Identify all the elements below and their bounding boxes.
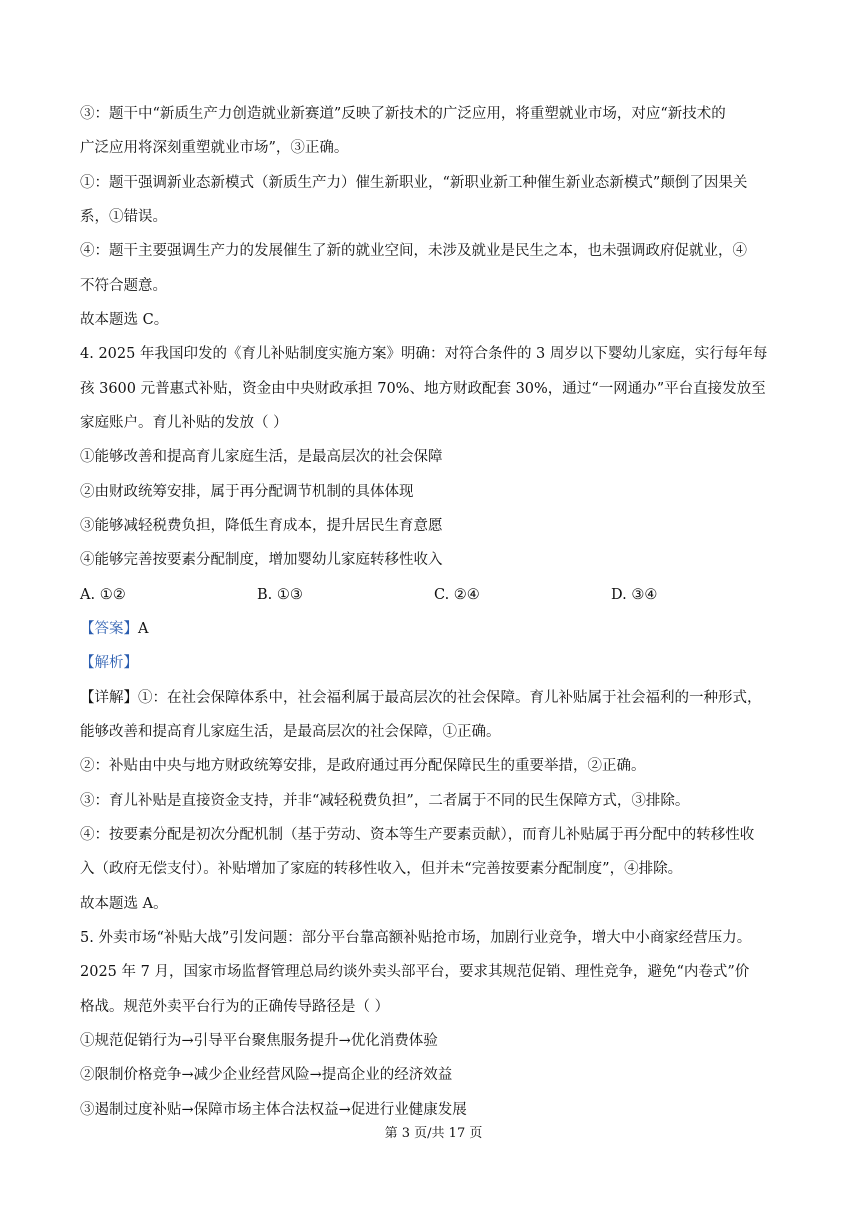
q4-statement-1: ①能够改善和提高育儿家庭生活，是最高层次的社会保障: [80, 449, 443, 465]
q4-analysis-heading: [80, 653, 138, 673]
q4-stem-line: 家庭账户。育儿补贴的发放（ ）: [80, 415, 288, 431]
q4-option-c: C. ②④: [434, 587, 480, 603]
q4-statement-3: ③能够减轻税费负担，降低生育成本，提升居民生育意愿: [80, 518, 443, 534]
q4-stem-line: 4. 2025 年我国印发的《育儿补贴制度实施方案》明确：对符合条件的 3 周岁以下婴幼儿家庭，实行每年每: [80, 346, 768, 362]
q4-statement-2: ②由财政统筹安排，属于再分配调节机制的具体体现: [80, 484, 414, 500]
q4-answer: [80, 619, 148, 639]
q5-statement-2: ②限制价格竞争→减少企业经营风险→提高企业的经济效益: [80, 1067, 453, 1083]
q5-statement-3: ③遏制过度补贴→保障市场主体合法权益→促进行业健康发展: [80, 1102, 467, 1118]
q3-analysis-line: ④：题干主要强调生产力的发展催生了新的就业空间，未涉及就业是民生之本，也未强调政府促就业，④: [80, 243, 747, 259]
q3-conclusion: 故本题选 C。: [80, 312, 169, 328]
q3-analysis-line: 广泛应用将深刻重塑就业市场”，③正确。: [80, 140, 349, 156]
detail-text: ①：在社会保障体系中，社会福利属于最高层次的社会保障。育儿补贴属于社会福利的一种形式，: [138, 690, 762, 706]
q4-detail-line: ④：按要素分配是初次分配机制（基于劳动、资本等生产要素贡献），而育儿补贴属于再分配中的转移性收: [80, 827, 755, 843]
q5-statement-1: ①规范促销行为→引导平台聚焦服务提升→优化消费体验: [80, 1033, 438, 1049]
q4-detail-line: ②：补贴由中央与地方财政统筹安排，是政府通过再分配保障民生的重要举措，②正确。: [80, 758, 646, 774]
q4-detail-line: ③：育儿补贴是直接资金支持，并非“减轻税费负担”，二者属于不同的民生保障方式，③排除。: [80, 793, 690, 809]
q4-option-b: B. ①③: [257, 587, 303, 603]
q4-conclusion: 故本题选 A。: [80, 896, 168, 912]
q3-analysis-line: 不符合题意。: [80, 278, 167, 294]
q4-option-d: D. ③④: [611, 587, 658, 603]
page-footer: 第 3 页/共 17 页: [384, 1126, 483, 1141]
q3-analysis-line: ③：题干中“新质生产力创造就业新赛道”反映了新技术的广泛应用，将重塑就业市场，对应“新技术的: [80, 106, 726, 122]
q4-stem-line: 孩 3600 元普惠式补贴，资金由中央财政承担 70%、地方财政配套 30%，通过“一网通办”平台直接发放至: [80, 381, 766, 397]
answer-tag: 【答案】: [80, 621, 138, 637]
q4-detail-line: 入（政府无偿支付）。补贴增加了家庭的转移性收入，但并未“完善按要素分配制度”，④排除。: [80, 861, 683, 877]
q5-stem-line: 2025 年 7 月，国家市场监督管理总局约谈外卖头部平台，要求其规范促销、理性竞争，避免“内卷式”价: [80, 964, 750, 980]
q4-detail-line: 能够改善和提高育儿家庭生活，是最高层次的社会保障，①正确。: [80, 724, 501, 740]
q5-stem-line: 格战。规范外卖平台行为的正确传导路径是（ ）: [80, 999, 390, 1015]
detail-tag: 【详解】: [80, 690, 138, 706]
q3-analysis-line: ①：题干强调新业态新模式（新质生产力）催生新职业，“新职业新工种催生新业态新模式”颠倒了因果关: [80, 175, 748, 191]
q3-analysis-line: 系，①错误。: [80, 209, 167, 225]
q5-stem-line: 5. 外卖市场“补贴大战”引发问题：部分平台靠高额补贴抢市场，加剧行业竞争，增大中小商家经营压力。: [80, 930, 752, 946]
q4-statement-4: ④能够完善按要素分配制度，增加婴幼儿家庭转移性收入: [80, 552, 443, 568]
q4-option-a: A. ①②: [80, 587, 126, 603]
analysis-tag: 【解析】: [80, 655, 138, 671]
q4-detail-line: [80, 688, 762, 708]
answer-value: A: [138, 621, 149, 637]
